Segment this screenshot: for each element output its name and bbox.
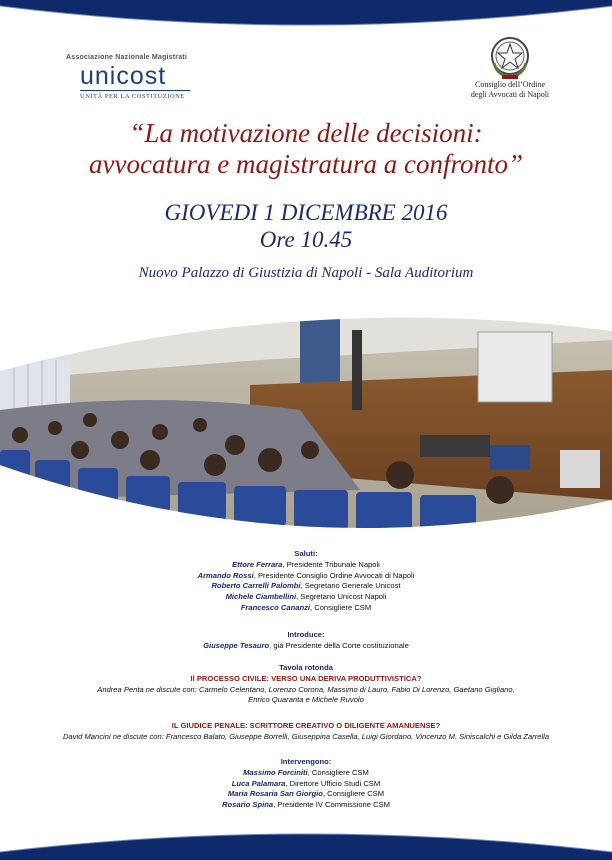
- speaker-role: , Segretario Unicost Napoli: [296, 592, 387, 602]
- speaker-role: , già Presidente della Corte costituzionale: [269, 640, 409, 650]
- event-title: [0, 118, 612, 180]
- introduce-item: [30, 641, 582, 652]
- logo-underline: [80, 90, 190, 92]
- topic-penal: IL GIUDICE PENALE: SCRITTORE CREATIVO O DILIGENTE AMANUENSE?: [171, 721, 441, 730]
- speaker-name: Ettore Ferrara: [232, 559, 283, 569]
- event-time: Ore 10.45: [259, 227, 353, 252]
- speaker-role: , Direttore Ufficio Studi CSM: [285, 778, 381, 788]
- speaker-name: Luca Palamara: [231, 778, 286, 788]
- republic-emblem-icon: [487, 33, 533, 81]
- tavola-heading: Tavola rotonda: [279, 663, 333, 672]
- speaker-name: Giuseppe Tesauro: [203, 640, 270, 650]
- speaker-name: Roberto Carrelli Palombi: [211, 581, 301, 591]
- saluti-item: [30, 592, 582, 603]
- saluti-section: [30, 549, 582, 614]
- speaker-role: , Consigliere CSM: [307, 767, 369, 777]
- speaker-role: , Segretario Generale Unicost: [300, 581, 401, 591]
- speaker-name: Armando Rossi: [197, 570, 254, 580]
- auditorium-photo: [0, 300, 612, 548]
- saluti-item: [30, 581, 582, 592]
- council-line-1: Consiglio dell’Ordine: [475, 80, 545, 89]
- speaker-name: Francesco Cananzi: [240, 602, 310, 612]
- saluti-item: [30, 560, 582, 571]
- association-name: Associazione Nazionale Magistrati: [66, 54, 187, 61]
- event-venue: Nuovo Palazzo di Giustizia di Napoli - Sala Auditorium: [138, 265, 474, 281]
- discussion-civil-line-2: Enrico Quaranta e Michele Ruvolo: [248, 695, 364, 705]
- discussion-civil-line-1: Andrea Penta ne discute con: Carmelo Celentano, Lorenzo Corona, Massimo di Lauro, Fabio Di Lorenzo, Gaetano Gigliano,: [97, 684, 515, 694]
- speaker-role: , Presidente Consiglio Ordine Avvocati di Napoli: [253, 570, 415, 580]
- speaker-name: Massimo Forciniti: [243, 767, 308, 777]
- event-datetime: [0, 199, 612, 253]
- speaker-role: , Presidente IV Commissione CSM: [273, 800, 390, 810]
- intervengono-item: [30, 768, 582, 779]
- topic-civil: Il PROCESSO CIVILE: VERSO UNA DERIVA PRODUTTIVISTICA?: [190, 673, 422, 683]
- event-title-line-1: “La motivazione delle decisioni:: [129, 118, 483, 148]
- intervengono-heading: Intervengono:: [280, 757, 332, 766]
- intervengono-item: [30, 789, 582, 800]
- unicost-subtitle: UNITÀ PER LA COSTITUZIONE: [80, 93, 185, 100]
- speaker-name: Michele Ciambellini: [225, 592, 297, 602]
- discussion-penal: David Mancini ne discute con: Francesco Balato, Giuseppe Borrelli, Giuseppina Casella, Luigi Giordano, Vincenzo M. Siniscalchi e Gilda Zarrella: [62, 731, 550, 741]
- council-name: [430, 80, 590, 100]
- saluti-heading: Saluti:: [294, 549, 318, 558]
- introduce-section: [30, 630, 582, 652]
- introduce-heading: Introduce:: [287, 630, 325, 639]
- saluti-item: [30, 571, 582, 582]
- bottom-decorative-band: [0, 826, 612, 860]
- council-line-2: degli Avvocati di Napoli: [470, 90, 550, 99]
- intervengono-item: [30, 779, 582, 790]
- top-decorative-band: [0, 0, 612, 32]
- intervengono-section: [30, 757, 582, 811]
- speaker-role: , Consigliere CSM: [310, 602, 372, 612]
- intervengono-item: [30, 800, 582, 811]
- saluti-item: [30, 603, 582, 614]
- event-date: GIOVEDI 1 DICEMBRE 2016: [164, 200, 448, 225]
- speaker-name: Maria Rosaria San Giorgio: [227, 789, 323, 799]
- speaker-name: Rosario Spina: [222, 800, 274, 810]
- tavola-rotonda-section: [30, 663, 582, 706]
- event-title-line-2: avvocatura e magistratura a confronto”: [89, 149, 523, 179]
- unicost-wordmark: unicost: [80, 62, 167, 90]
- speaker-role: , Presidente Tribunale Napoli: [282, 559, 380, 569]
- penal-section: [30, 721, 582, 743]
- speaker-role: , Consigliere CSM: [322, 789, 385, 799]
